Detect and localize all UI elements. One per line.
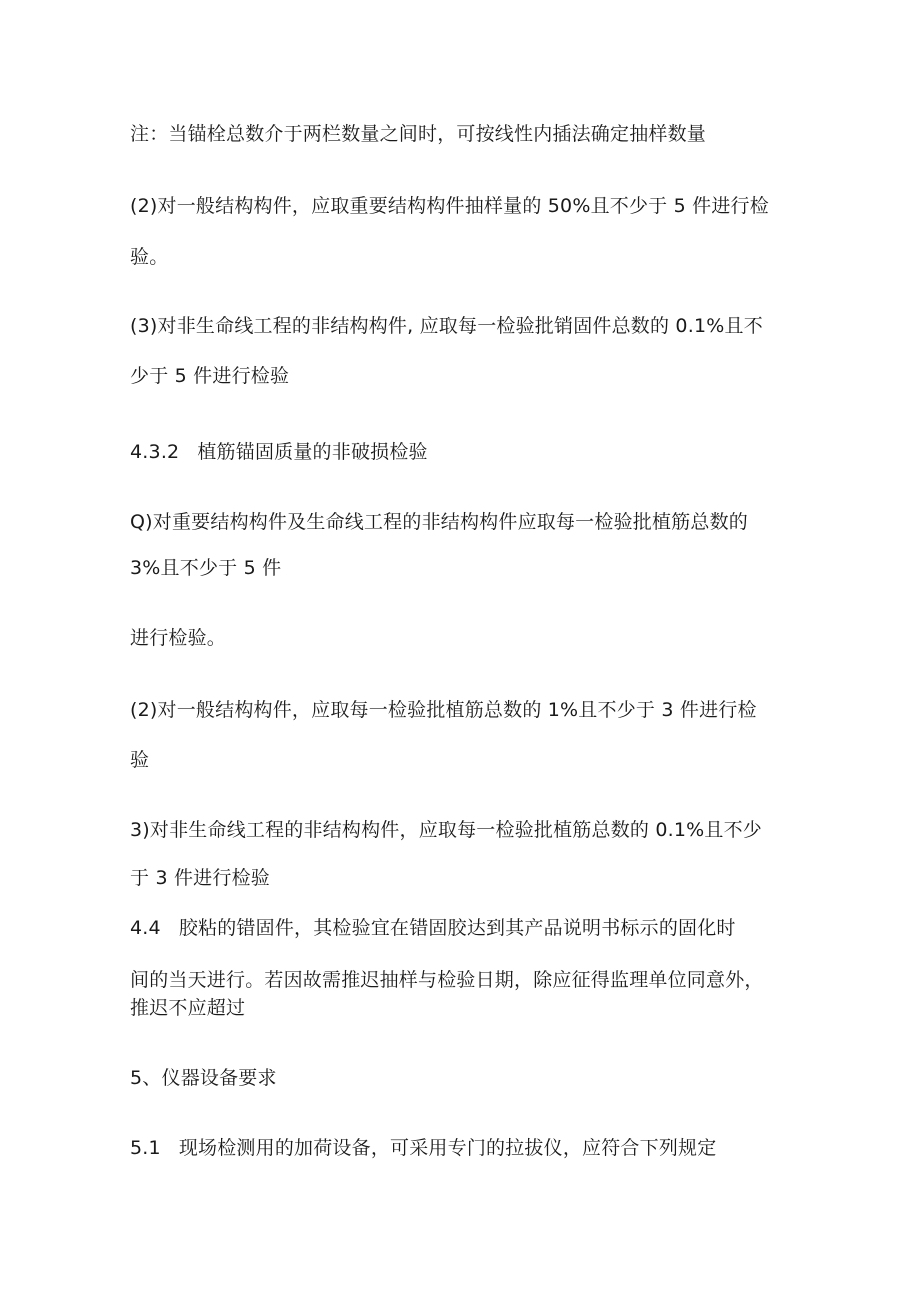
anchor-item-2-line-2: 验。: [130, 246, 169, 268]
section-4-4-number: 4.4: [130, 917, 161, 939]
rebar-item-2-line-2: 验: [130, 749, 150, 771]
section-4-3-2-number: 4.3.2: [130, 441, 180, 463]
section-5-1-line: [130, 1136, 800, 1160]
section-5-1-number: 5.1: [130, 1137, 161, 1159]
anchor-item-2-line-1: (2)对一般结构构件，应取重要结构构件抽样量的 50%且不少于 5 件进行检: [130, 195, 769, 217]
rebar-item-3-line-2: 于 3 件进行检验: [130, 867, 270, 889]
rebar-item-3-line-1: 3)对非生命线工程的非结构构件，应取每一检验批植筋总数的 0.1%且不少: [130, 819, 763, 841]
rebar-item-2-line-1: (2)对一般结构构件，应取每一检验批植筋总数的 1%且不少于 3 件进行检: [130, 699, 757, 721]
anchor-item-3-line-2: 少于 5 件进行检验: [130, 365, 290, 387]
section-5-heading: 5、仪器设备要求: [130, 1067, 277, 1089]
section-4-4-line-3: 推迟不应超过: [130, 997, 246, 1019]
section-4-3-2-heading: [130, 440, 800, 464]
anchor-item-3-line-1: (3)对非生命线工程的非结构构件, 应取每一检验批销固件总数的 0.1%且不: [130, 315, 763, 337]
section-5-1-text: 现场检测用的加荷设备，可采用专门的拉拔仪，应符合下列规定: [178, 1137, 717, 1159]
note-text: 注：当锚栓总数介于两栏数量之间时，可按线性内插法确定抽样数量: [130, 123, 707, 145]
section-4-4-line-2: 间的当天进行。若因故需推迟抽样与检验日期，除应征得监理单位同意外，: [130, 969, 764, 991]
section-4-4-text: 胶粘的错固件，其检验宜在错固胶达到其产品说明书标示的固化时: [178, 917, 736, 939]
section-4-3-2-title: 植筋锚固质量的非破损检验: [197, 441, 428, 463]
rebar-item-1-line-3: 进行检验。: [130, 627, 227, 649]
rebar-item-1-line-1: Q)对重要结构构件及生命线工程的非结构构件应取每一检验批植筋总数的: [130, 511, 748, 533]
rebar-item-1-line-2: 3%且不少于 5 件: [130, 557, 282, 579]
section-4-4-line-1: [130, 916, 800, 940]
